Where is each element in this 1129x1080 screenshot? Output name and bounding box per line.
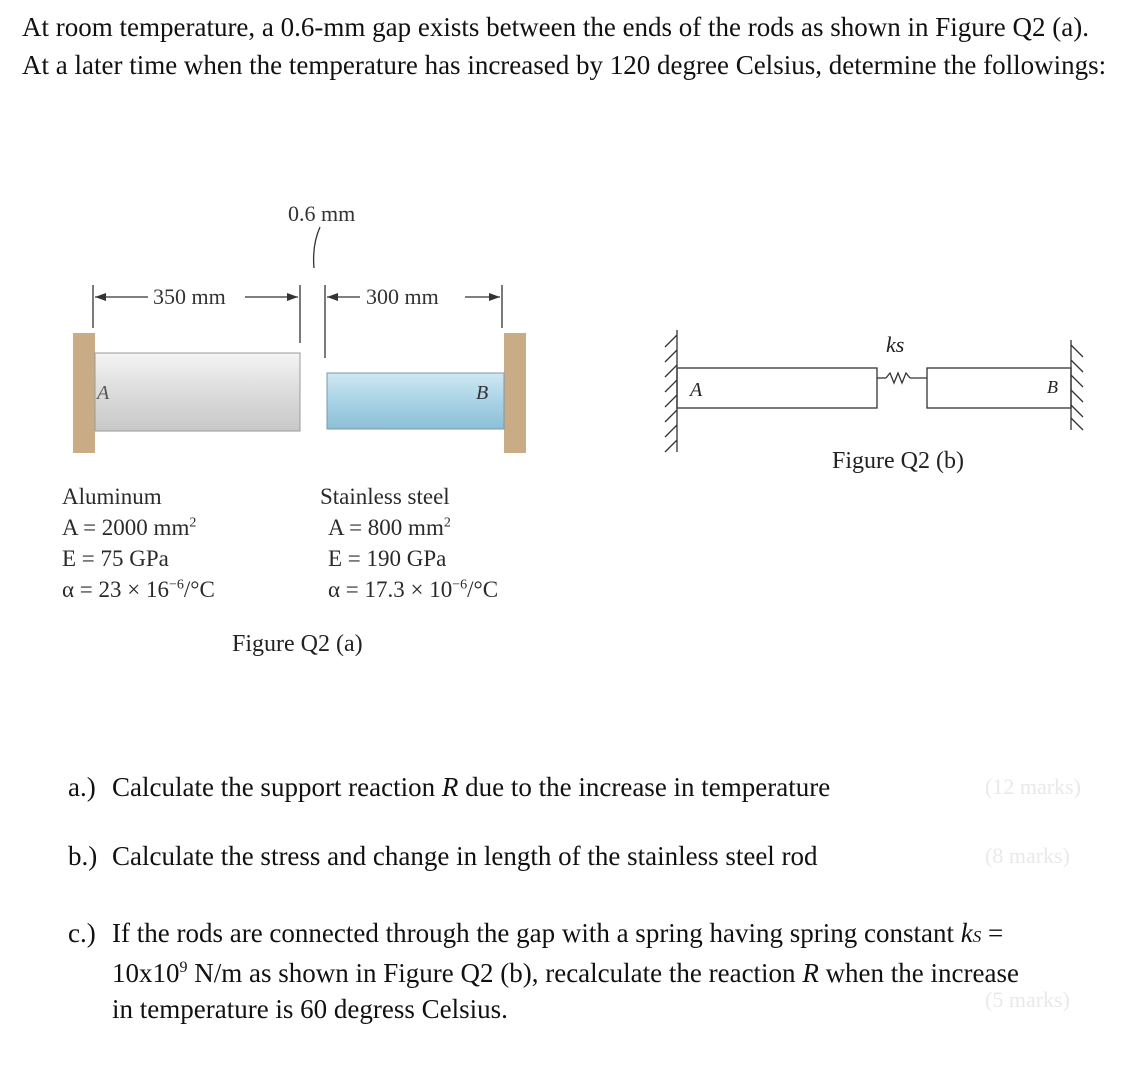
aluminum-alpha-exp: −6: [169, 577, 184, 593]
fig-b-label-a: A: [690, 379, 703, 401]
question-b-marks: (8 marks): [985, 843, 1070, 868]
question-c-var-k: k: [960, 918, 973, 948]
question-c-line2-after: when the increase: [818, 958, 1019, 988]
steel-alpha-exp: −6: [452, 577, 468, 593]
question-c-exp: 9: [179, 959, 188, 976]
question-c: [68, 915, 1118, 1025]
question-a-text-after: due to the increase in temperature: [458, 772, 831, 802]
aluminum-modulus: E = 75 GPa: [62, 546, 169, 571]
steel-name: Stainless steel: [320, 484, 450, 509]
question-c-value: 10x10: [112, 958, 180, 988]
question-a: [68, 769, 1068, 805]
steel-alpha: α = 17.3 × 10: [328, 577, 453, 602]
gap-label: 0.6 mm: [288, 201, 356, 226]
question-c-line1-after: =: [981, 918, 1004, 948]
rod-label-b: B: [476, 382, 489, 404]
question-c-line3: in temperature is 60 degress Celsius.: [112, 994, 508, 1024]
spring-label: ks: [886, 332, 905, 357]
question-a-var: R: [441, 772, 459, 802]
question-c-var-r: R: [802, 958, 819, 988]
aluminum-alpha-unit: /°C: [183, 577, 215, 602]
aluminum-area: A = 2000 mm: [62, 515, 190, 540]
aluminum-area-exp: 2: [189, 515, 197, 531]
figure-q2a-caption: Figure Q2 (a): [232, 631, 363, 657]
fig-b-label-b: B: [1047, 377, 1058, 397]
question-a-marks: (12 marks): [985, 774, 1081, 799]
question-c-marks: (5 marks): [985, 987, 1070, 1012]
steel-area: A = 800 mm: [328, 515, 444, 540]
steel-properties: [320, 481, 498, 605]
fig-b-lines: [665, 330, 1083, 452]
question-c-label: c.): [68, 918, 96, 948]
left-length-label: 350 mm: [153, 284, 226, 309]
question-c-line1-before: If the rods are connected through the gap with a spring having spring constant: [112, 918, 961, 948]
aluminum-name: Aluminum: [62, 484, 162, 509]
question-a-label: a.): [68, 772, 96, 802]
right-length-label: 300 mm: [366, 284, 439, 309]
figure-q2b-caption: Figure Q2 (b): [832, 448, 964, 474]
question-b-label: b.): [68, 841, 98, 871]
steel-alpha-unit: /°C: [467, 577, 499, 602]
rod-label-a: A: [97, 382, 110, 404]
steel-modulus: E = 190 GPa: [328, 546, 447, 571]
question-c-line2-before: N/m as shown in Figure Q2 (b), recalculate the reaction: [187, 958, 803, 988]
question-a-text-before: Calculate the support reaction: [112, 772, 442, 802]
steel-area-exp: 2: [443, 515, 451, 531]
aluminum-alpha: α = 23 × 16: [62, 577, 169, 602]
question-c-var-k-sub: S: [972, 927, 982, 946]
question-b: [68, 838, 1068, 874]
aluminum-properties: [62, 481, 215, 605]
question-b-text: Calculate the stress and change in length of the stainless steel rod: [112, 841, 818, 871]
problem-intro: At room temperature, a 0.6-mm gap exists between the ends of the rods as shown in Figure Q2 (a). At a later time when the temperature has increased by 120 degree Celsius, determine the followings:: [22, 12, 1107, 80]
